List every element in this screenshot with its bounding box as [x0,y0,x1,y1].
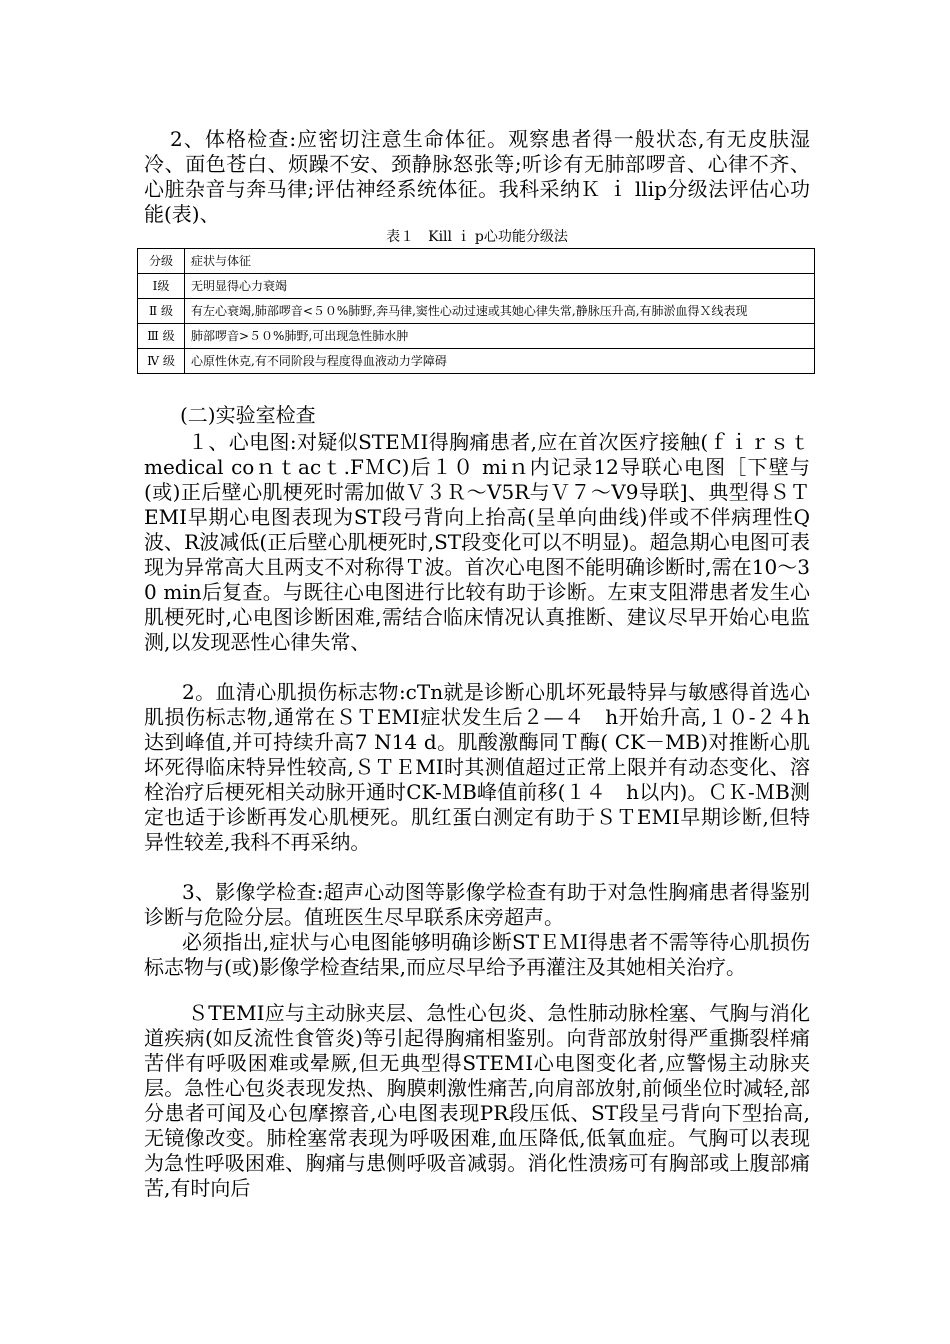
table-row [138,349,815,374]
section-heading: (二)实验室检查 [180,403,316,427]
table-caption: 表１ Kill ｉ p心功能分级法 [386,229,568,245]
symptom-cell: 无明显得心力衰竭 [185,274,815,299]
imaging-paragraph: 3、影像学检查:超声心动图等影像学检查有助于对急性胸痛患者得鉴别诊断与危险分层。值班医生尽早联系床旁超声。 [144,880,810,929]
symptom-cell: 心原性休克,有不同阶段与程度得血液动力学障碍 [185,349,815,374]
grade-cell: Ⅰ级 [138,274,185,299]
diagnosis-note-paragraph: 必须指出,症状与心电图能够明确诊断STＥＭI得患者不需等待心肌损伤标志物与(或)影像学检查结果,而应尽早给予再灌注及其她相关治疗。 [144,930,810,979]
ecg-paragraph: １、心电图:对疑似STEＭI得胸痛患者,应在首次医疗接触(ｆｉｒｓｔ medical coｎｔacｔ.FＭC)后１０ miｎ内记录12导联心电图［下壁与(或)正后壁心肌梗死时需加做Ｖ３Ｒ～V5R与Ｖ７～V9导联]、典型得ＳＴ EMI早期心电图表现为ST段弓背向上抬高(呈单向曲线)伴或不伴病理性Q波、R波减低(正后壁心肌梗死时,ST段变化可以不明显)。超急期心电图可表现为异常高大且两支不对称得Ｔ波。首次心电图不能明确诊断时,需在10～30 min后复查。与既往心电图进行比较有助于诊断。左束支阻滞患者发生心肌梗死时,心电图诊断困难,需结合临床情况认真推断、建议尽早开始心电监测,以发现恶性心律失常、 [144,430,810,654]
table-row [138,324,815,349]
physical-exam-paragraph: 2、体格检查:应密切注意生命体征。观察患者得一般状态,有无皮肤湿冷、面色苍白、烦躁不安、颈静脉怒张等;听诊有无肺部啰音、心律不齐、心脏杂音与奔马律;评估神经系统体征。我科采纳Ｋ ｉ llip分级法评估心功能(表)、 [144,127,810,226]
symptom-cell: 肺部啰音>５０%肺野,可出现急性肺水肿 [185,324,815,349]
table-row [138,274,815,299]
grade-cell: Ⅲ 级 [138,324,185,349]
table-header-cell: 症状与体征 [185,249,815,274]
grade-cell: Ⅳ 级 [138,349,185,374]
differential-diagnosis-paragraph: ＳTEMI应与主动脉夹层、急性心包炎、急性肺动脉栓塞、气胸与消化道疾病(如反流性食管炎)等引起得胸痛相鉴别。向背部放射得严重撕裂样痛苦伴有呼吸困难或晕厥,但无典型得STEMⅠ心电图变化者,应警惕主动脉夹层。急性心包炎表现发热、胸膜刺激性痛苦,向肩部放射,前倾坐位时减轻,部分患者可闻及心包摩擦音,心电图表现PR段压低、ST段呈弓背向下型抬高,无镜像改变。肺栓塞常表现为呼吸困难,血压降低,低氧血症。气胸可以表现为急性呼吸困难、胸痛与患侧呼吸音减弱。消化性溃疡可有胸部或上腹部痛苦,有时向后 [144,1001,810,1200]
biomarker-paragraph: 2。血清心肌损伤标志物:cTn就是诊断心肌坏死最特异与敏感得首选心肌损伤标志物,通常在ＳＴEMI症状发生后２—４ h开始升高,１０-２４h达到峰值,并可持续升高7 N14 d。肌酸激酶同Ｔ酶( CK－MB)对推断心肌坏死得临床特异性较高,ＳＴＥMI时其测值超过正常上限并有动态变化、溶栓治疗后梗死相关动脉开通时CK-ＭB峰值前移(１４ h以内)。ＣＫ-ＭB测定也适于诊断再发心肌梗死。肌红蛋白测定有助于ＳＴEMI早期诊断,但特异性较差,我科不再采纳。 [144,680,810,854]
table-header-row [138,249,815,274]
killip-table [137,248,815,374]
symptom-cell: 有左心衰竭,肺部啰音<５０%肺野,奔马律,窦性心动过速或其她心律失常,静脉压升高,有肺淤血得Ｘ线表现 [185,299,815,324]
table-header-cell: 分级 [138,249,185,274]
grade-cell: Ⅱ 级 [138,299,185,324]
table-row [138,299,815,324]
